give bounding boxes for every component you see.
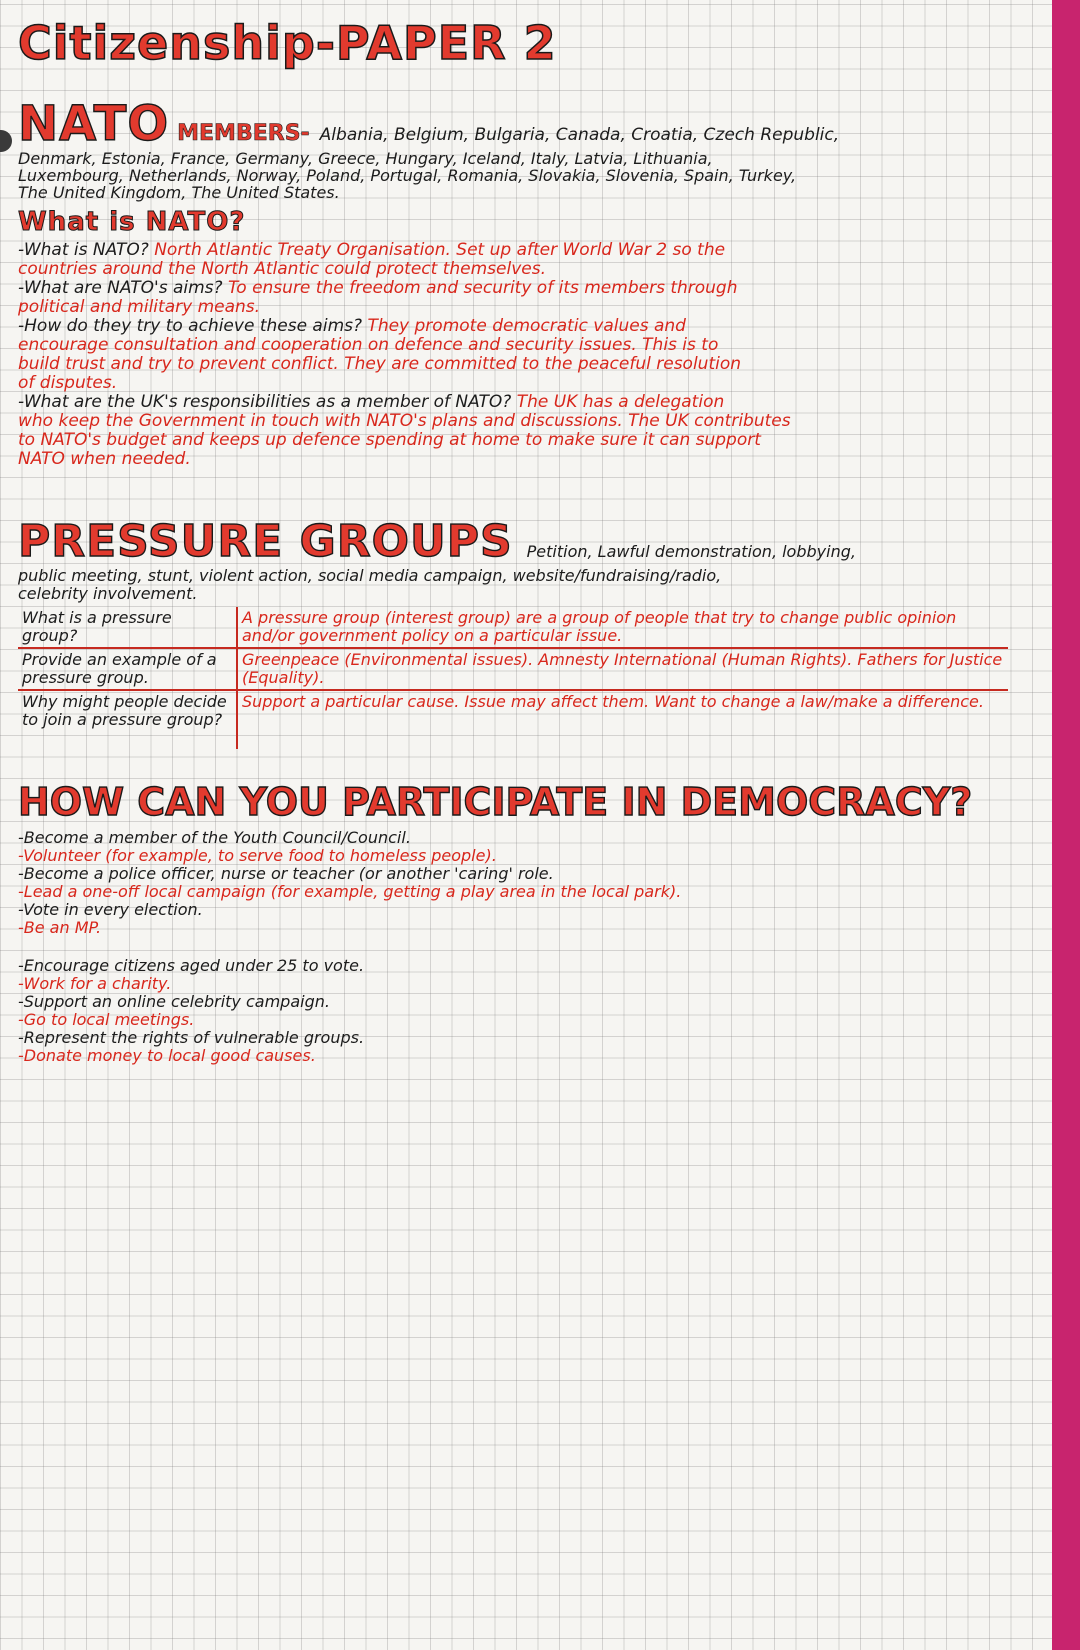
nato-answer: To ensure the freedom and security of its members through bbox=[227, 278, 738, 298]
table-row bbox=[18, 690, 1008, 749]
nato-answer-cont: political and military means. bbox=[18, 297, 261, 317]
nato-question: -What is NATO? bbox=[18, 240, 149, 260]
nato-members-line: Denmark, Estonia, France, Germany, Greece, Hungary, Iceland, Italy, Latvia, Lithuania, bbox=[18, 149, 713, 168]
list-item: -Support an online celebrity campaign. bbox=[18, 992, 330, 1011]
nato-answer: North Atlantic Treaty Organisation. Set up after World War 2 so the bbox=[154, 240, 726, 260]
nato-answer-cont: to NATO's budget and keeps up defence spending at home to make sure it can support bbox=[18, 430, 761, 450]
list-item: -Volunteer (for example, to serve food to homeless people). bbox=[18, 846, 497, 865]
nato-answer-cont: of disputes. bbox=[18, 373, 118, 393]
table-question: What is a pressure group? bbox=[18, 607, 237, 648]
nato-members-list bbox=[18, 150, 1038, 201]
page-title: Citizenship-PAPER 2 bbox=[18, 16, 557, 70]
nato-question: -What are NATO's aims? bbox=[18, 278, 223, 298]
nato-members-line: The United Kingdom, The United States. bbox=[18, 183, 340, 202]
pressure-methods-line: Petition, Lawful demonstration, lobbying, bbox=[526, 542, 856, 561]
table-question: Why might people decide to join a pressure group? bbox=[18, 690, 237, 749]
nato-question: -How do they try to achieve these aims? bbox=[18, 316, 363, 336]
nato-answer-cont: NATO when needed. bbox=[18, 449, 191, 469]
list-item: -Be an MP. bbox=[18, 918, 102, 937]
pressure-groups-table bbox=[18, 607, 1008, 749]
nato-qa bbox=[18, 241, 1038, 469]
list-item: -Become a member of the Youth Council/Council. bbox=[18, 828, 411, 847]
democracy-section bbox=[18, 779, 1038, 1065]
list-item: -Vote in every election. bbox=[18, 900, 203, 919]
nato-answer-cont: who keep the Government in touch with NATO's plans and discussions. The UK contributes bbox=[18, 411, 791, 431]
nato-qa-item bbox=[18, 279, 1038, 317]
pink-binder-edge bbox=[1052, 0, 1080, 1650]
list-item: -Donate money to local good causes. bbox=[18, 1046, 316, 1065]
nato-qa-item bbox=[18, 393, 1038, 469]
democracy-heading: HOW CAN YOU PARTICIPATE IN DEMOCRACY? bbox=[18, 780, 973, 824]
nato-answer: The UK has a delegation bbox=[516, 392, 725, 412]
list-item: -Go to local meetings. bbox=[18, 1010, 195, 1029]
nato-answer-cont: encourage consultation and cooperation on defence and security issues. This is to bbox=[18, 335, 719, 355]
what-is-nato-heading: What is NATO? bbox=[18, 207, 246, 237]
table-row bbox=[18, 607, 1008, 648]
nato-heading: NATO bbox=[18, 96, 170, 152]
nato-answer-cont: build trust and try to prevent conflict. They are committed to the peaceful resolution bbox=[18, 354, 742, 374]
pressure-groups-section bbox=[18, 517, 1038, 749]
table-row bbox=[18, 648, 1008, 690]
list-item: -Encourage citizens aged under 25 to vote. bbox=[18, 956, 365, 975]
nato-answer: They promote democratic values and bbox=[367, 316, 686, 336]
list-item: -Represent the rights of vulnerable groups. bbox=[18, 1028, 365, 1047]
democracy-list bbox=[18, 829, 1038, 1065]
pressure-groups-heading: PRESSURE GROUPS bbox=[18, 516, 513, 567]
nato-qa-item bbox=[18, 317, 1038, 393]
nato-section bbox=[18, 98, 1038, 469]
pressure-methods-line: public meeting, stunt, violent action, social media campaign, website/fundraising/radio, bbox=[18, 566, 722, 585]
nato-answer-cont: countries around the North Atlantic could protect themselves. bbox=[18, 259, 546, 279]
nato-qa-item bbox=[18, 241, 1038, 279]
notes-content bbox=[18, 14, 1038, 1065]
table-question: Provide an example of a pressure group. bbox=[18, 648, 237, 690]
list-item: -Lead a one-off local campaign (for example, getting a play area in the local park). bbox=[18, 882, 682, 901]
nato-members-label: MEMBERS- bbox=[177, 121, 310, 146]
table-answer: Support a particular cause. Issue may affect them. Want to change a law/make a difference. bbox=[242, 692, 984, 711]
pressure-methods bbox=[18, 567, 1038, 603]
pressure-methods-line: celebrity involvement. bbox=[18, 584, 198, 603]
table-answer: A pressure group (interest group) are a group of people that try to change public opinion and/or government policy on a particular issue. bbox=[242, 608, 957, 645]
list-item: -Work for a charity. bbox=[18, 974, 172, 993]
nato-members-line: Luxembourg, Netherlands, Norway, Poland, Portugal, Romania, Slovakia, Slovenia, Spain, Turkey, bbox=[18, 166, 797, 185]
nato-question: -What are the UK's responsibilities as a member of NATO? bbox=[18, 392, 512, 412]
list-item: -Become a police officer, nurse or teacher (or another 'caring' role. bbox=[18, 864, 554, 883]
table-answer: Greenpeace (Environmental issues). Amnesty International (Human Rights). Fathers for Justice (Equality). bbox=[242, 650, 1003, 687]
nato-members-line: Albania, Belgium, Bulgaria, Canada, Croatia, Czech Republic, bbox=[319, 125, 840, 145]
